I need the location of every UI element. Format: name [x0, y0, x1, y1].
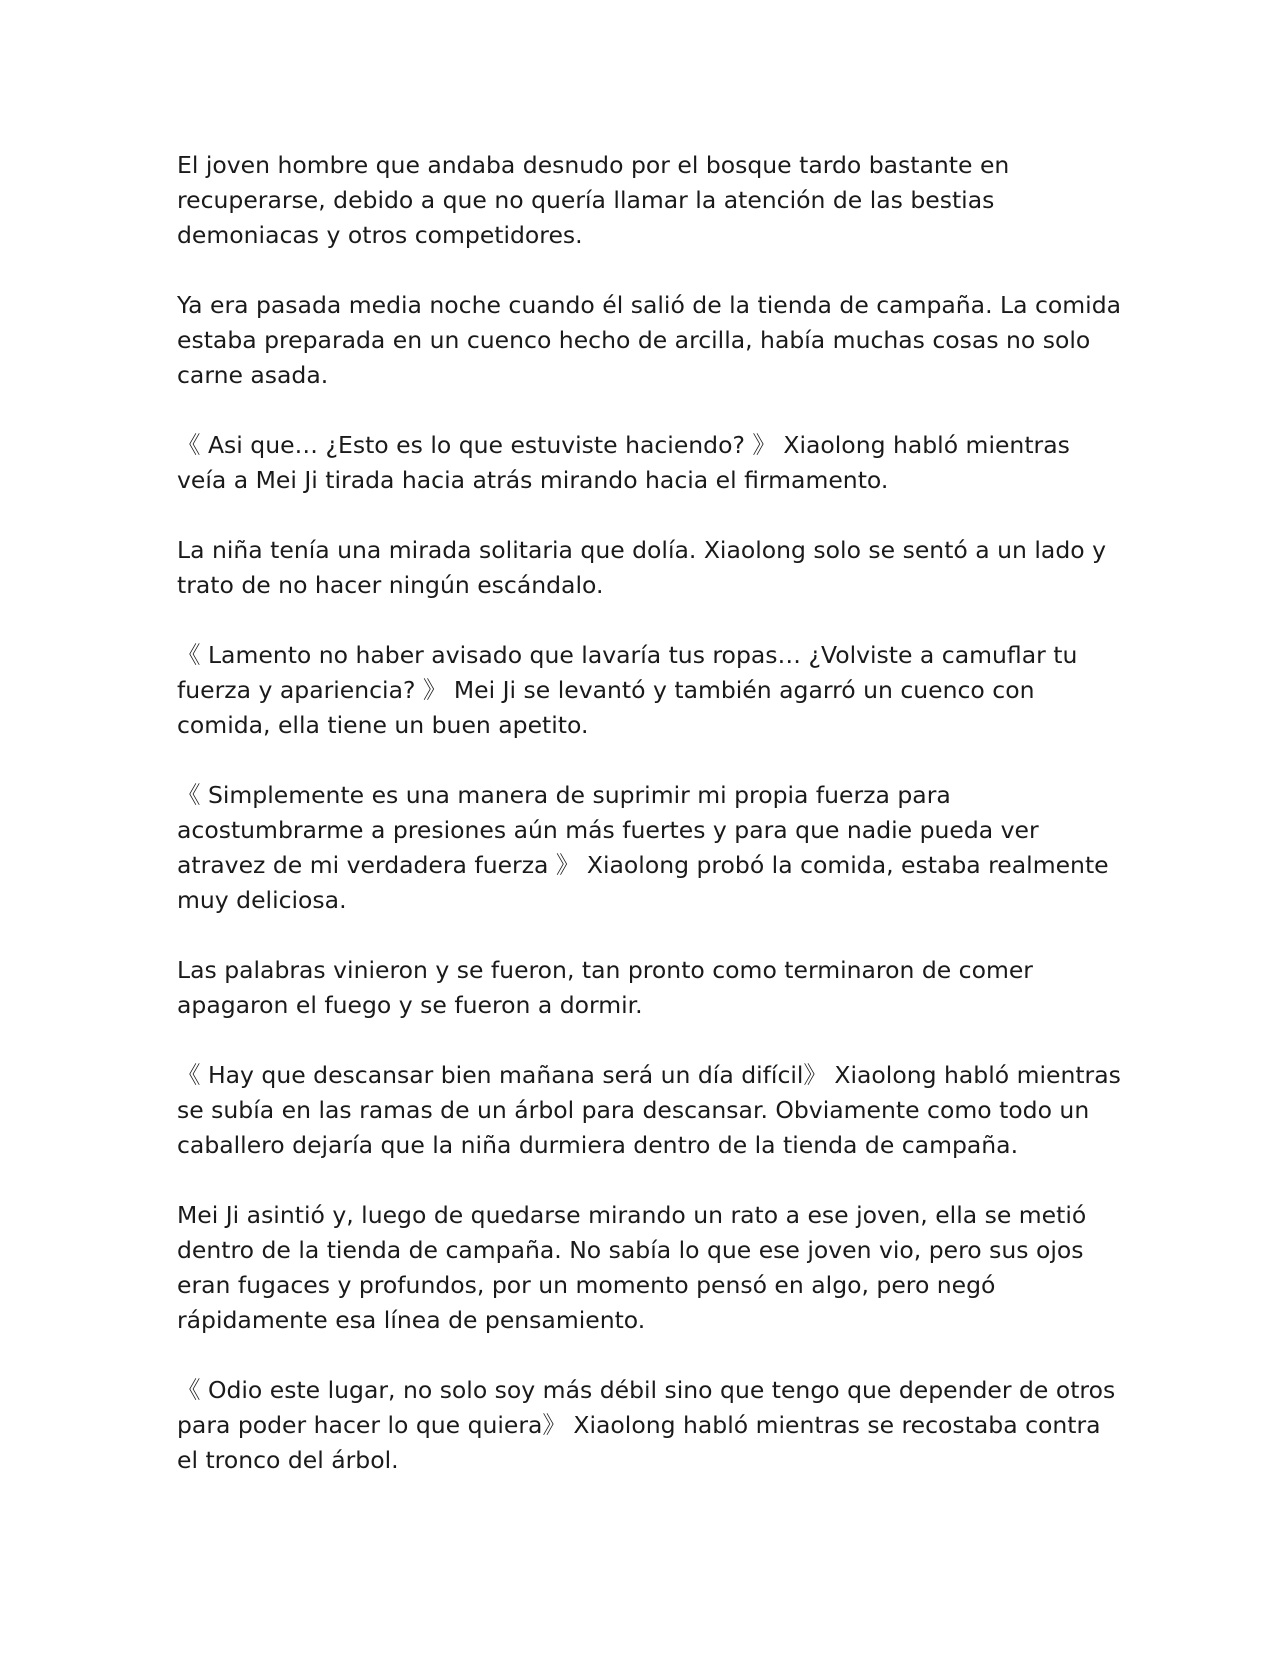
text-line: atravez de mi verdadera fuerza 》 Xiaolong probó la comida, estaba realmente: [177, 851, 1109, 879]
text-line: 《 Odio este lugar, no solo soy más débil sino que tengo que depender de otros: [177, 1376, 1116, 1404]
text-line: 《 Simplemente es una manera de suprimir mi propia fuerza para: [177, 781, 951, 809]
text-line: muy deliciosa.: [177, 886, 347, 914]
paragraph-7: [177, 953, 1107, 1023]
paragraph-3: [177, 428, 1107, 498]
text-line: 《 Lamento no haber avisado que lavaría tus ropas… ¿Volviste a camuflar tu: [177, 641, 1078, 669]
text-line: comida, ella tiene un buen apetito.: [177, 711, 589, 739]
text-line: el tronco del árbol.: [177, 1446, 399, 1474]
text-line: carne asada.: [177, 361, 329, 389]
text-line: se subía en las ramas de un árbol para descansar. Obviamente como todo un: [177, 1096, 1090, 1124]
text-line: rápidamente esa línea de pensamiento.: [177, 1306, 646, 1334]
paragraph-6: [177, 778, 1107, 918]
paragraph-1: [177, 148, 1107, 253]
text-line: Mei Ji asintió y, luego de quedarse mirando un rato a ese joven, ella se metió: [177, 1201, 1087, 1229]
text-line: Ya era pasada media noche cuando él salió de la tienda de campaña. La comida: [177, 291, 1122, 319]
text-line: El joven hombre que andaba desnudo por el bosque tardo bastante en: [177, 151, 1010, 179]
text-line: fuerza y apariencia? 》 Mei Ji se levantó y también agarró un cuenco con: [177, 676, 1035, 704]
text-line: para poder hacer lo que quiera》 Xiaolong habló mientras se recostaba contra: [177, 1411, 1101, 1439]
document-body: [177, 148, 1122, 1513]
paragraph-5: [177, 638, 1107, 743]
text-line: apagaron el fuego y se fueron a dormir.: [177, 991, 643, 1019]
text-line: trato de no hacer ningún escándalo.: [177, 571, 604, 599]
text-line: 《 Hay que descansar bien mañana será un día difícil》 Xiaolong habló mientras: [177, 1061, 1121, 1089]
text-line: La niña tenía una mirada solitaria que dolía. Xiaolong solo se sentó a un lado y: [177, 536, 1106, 564]
text-line: Las palabras vinieron y se fueron, tan pronto como terminaron de comer: [177, 956, 1033, 984]
paragraph-9: [177, 1198, 1107, 1338]
text-line: acostumbrarme a presiones aún más fuertes y para que nadie pueda ver: [177, 816, 1039, 844]
text-line: eran fugaces y profundos, por un momento pensó en algo, pero negó: [177, 1271, 996, 1299]
text-line: dentro de la tienda de campaña. No sabía lo que ese joven vio, pero sus ojos: [177, 1236, 1084, 1264]
paragraph-4: [177, 533, 1107, 603]
text-line: recuperarse, debido a que no quería llamar la atención de las bestias: [177, 186, 995, 214]
text-line: 《 Asi que… ¿Esto es lo que estuviste haciendo? 》 Xiaolong habló mientras: [177, 431, 1070, 459]
paragraph-10: [177, 1373, 1116, 1478]
paragraph-2: [177, 288, 1122, 393]
text-line: caballero dejaría que la niña durmiera dentro de la tienda de campaña.: [177, 1131, 1019, 1159]
text-line: demoniacas y otros competidores.: [177, 221, 583, 249]
paragraph-8: [177, 1058, 1121, 1163]
text-line: veía a Mei Ji tirada hacia atrás mirando hacia el firmamento.: [177, 466, 889, 494]
text-line: estaba preparada en un cuenco hecho de arcilla, había muchas cosas no solo: [177, 326, 1091, 354]
